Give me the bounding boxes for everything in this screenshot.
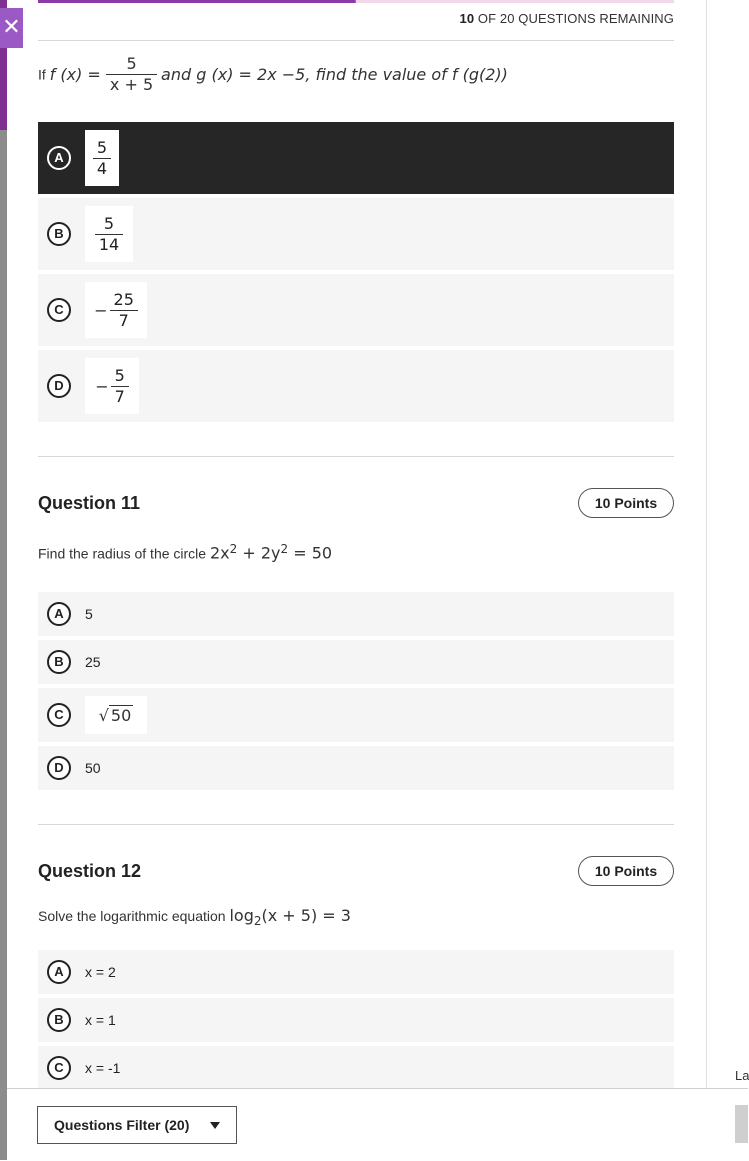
progress-bar-fill	[38, 0, 356, 3]
option-letter: A	[47, 146, 71, 170]
equation-term: + 2y	[237, 543, 281, 563]
answer-value: 50	[85, 760, 101, 776]
option-letter: B	[47, 650, 71, 674]
square-root-icon: √	[98, 705, 109, 725]
log-function: log	[229, 906, 254, 925]
option-letter: D	[47, 756, 71, 780]
answer-value: 5	[85, 606, 93, 622]
close-icon[interactable]: ✕	[0, 8, 23, 48]
prompt-prefix: If	[38, 66, 46, 83]
question-11-title: Question 11	[38, 493, 141, 513]
option-letter: B	[47, 222, 71, 246]
fraction-numerator: 25	[110, 290, 138, 311]
fraction-denominator: x + 5	[109, 75, 154, 94]
option-b[interactable]	[38, 198, 674, 270]
fraction-denominator: 7	[118, 310, 129, 330]
questions-remaining	[460, 11, 674, 26]
option-b[interactable]	[38, 640, 674, 684]
option-c[interactable]	[38, 274, 674, 346]
last-label: La	[735, 1068, 749, 1083]
answer-value: x = -1	[85, 1060, 121, 1076]
answer-value	[85, 282, 147, 338]
question-12-prompt	[38, 906, 351, 928]
answer-value	[85, 358, 139, 414]
footer-bar	[7, 1088, 748, 1161]
equation-term: 2x	[209, 543, 230, 563]
equation-term: = 50	[288, 543, 333, 563]
answer-value: x = 1	[85, 1012, 116, 1028]
fraction	[106, 54, 157, 95]
option-letter: C	[47, 298, 71, 322]
right-button-edge[interactable]	[735, 1105, 748, 1143]
option-letter: C	[47, 703, 71, 727]
fraction-denominator: 14	[98, 234, 120, 254]
radicand: 50	[110, 705, 132, 725]
option-letter: B	[47, 1008, 71, 1032]
function-g-text: and g (x) = 2x −5, find the value of f (g(2))	[161, 65, 508, 84]
option-a[interactable]	[38, 592, 674, 636]
question-12-points: 10 Points	[578, 856, 674, 886]
prompt-text: Solve the logarithmic equation	[38, 908, 230, 924]
option-a[interactable]	[38, 950, 674, 994]
log-argument: (x + 5) = 3	[261, 906, 351, 925]
option-b[interactable]	[38, 998, 674, 1042]
divider	[38, 456, 674, 457]
answer-value	[85, 696, 147, 734]
option-c[interactable]	[38, 688, 674, 742]
panel-divider	[706, 0, 707, 1088]
fraction-numerator: 5	[93, 138, 111, 159]
option-letter: A	[47, 960, 71, 984]
option-a[interactable]	[38, 122, 674, 194]
remaining-count: 10	[459, 11, 475, 26]
option-letter: D	[47, 374, 71, 398]
background-panel-edge	[0, 0, 7, 1160]
question-11-prompt	[38, 542, 332, 563]
filter-label: Questions Filter (20)	[54, 1117, 190, 1133]
exponent: 2	[229, 542, 238, 556]
progress-bar	[38, 0, 674, 3]
answer-value	[85, 206, 133, 262]
question-10-prompt	[38, 54, 508, 95]
questions-filter-button[interactable]	[37, 1106, 237, 1144]
option-d[interactable]	[38, 350, 674, 422]
option-letter: C	[47, 1056, 71, 1080]
fraction-denominator: 7	[114, 386, 125, 406]
question-11-points: 10 Points	[578, 488, 674, 518]
fraction-numerator: 5	[111, 366, 129, 387]
caret-down-icon	[210, 1122, 220, 1129]
exponent: 2	[280, 542, 289, 556]
option-letter: A	[47, 602, 71, 626]
question-12-title: Question 12	[38, 861, 142, 881]
option-c[interactable]	[38, 1046, 674, 1088]
remaining-text: OF 20 QUESTIONS REMAINING	[474, 11, 674, 26]
prompt-text: Find the radius of the circle	[38, 545, 210, 562]
log-base: 2	[253, 913, 262, 928]
minus-sign: −	[94, 300, 108, 320]
fraction-numerator: 5	[95, 214, 123, 235]
fraction-numerator: 5	[106, 54, 157, 75]
answer-value: 25	[85, 654, 101, 670]
minus-sign: −	[95, 376, 109, 396]
function-f-label: f (x) =	[49, 65, 106, 84]
answer-value: x = 2	[85, 964, 116, 980]
answer-value	[85, 130, 119, 186]
fraction-denominator: 4	[96, 158, 108, 178]
option-d[interactable]	[38, 746, 674, 790]
divider	[38, 824, 674, 825]
divider	[38, 40, 674, 41]
